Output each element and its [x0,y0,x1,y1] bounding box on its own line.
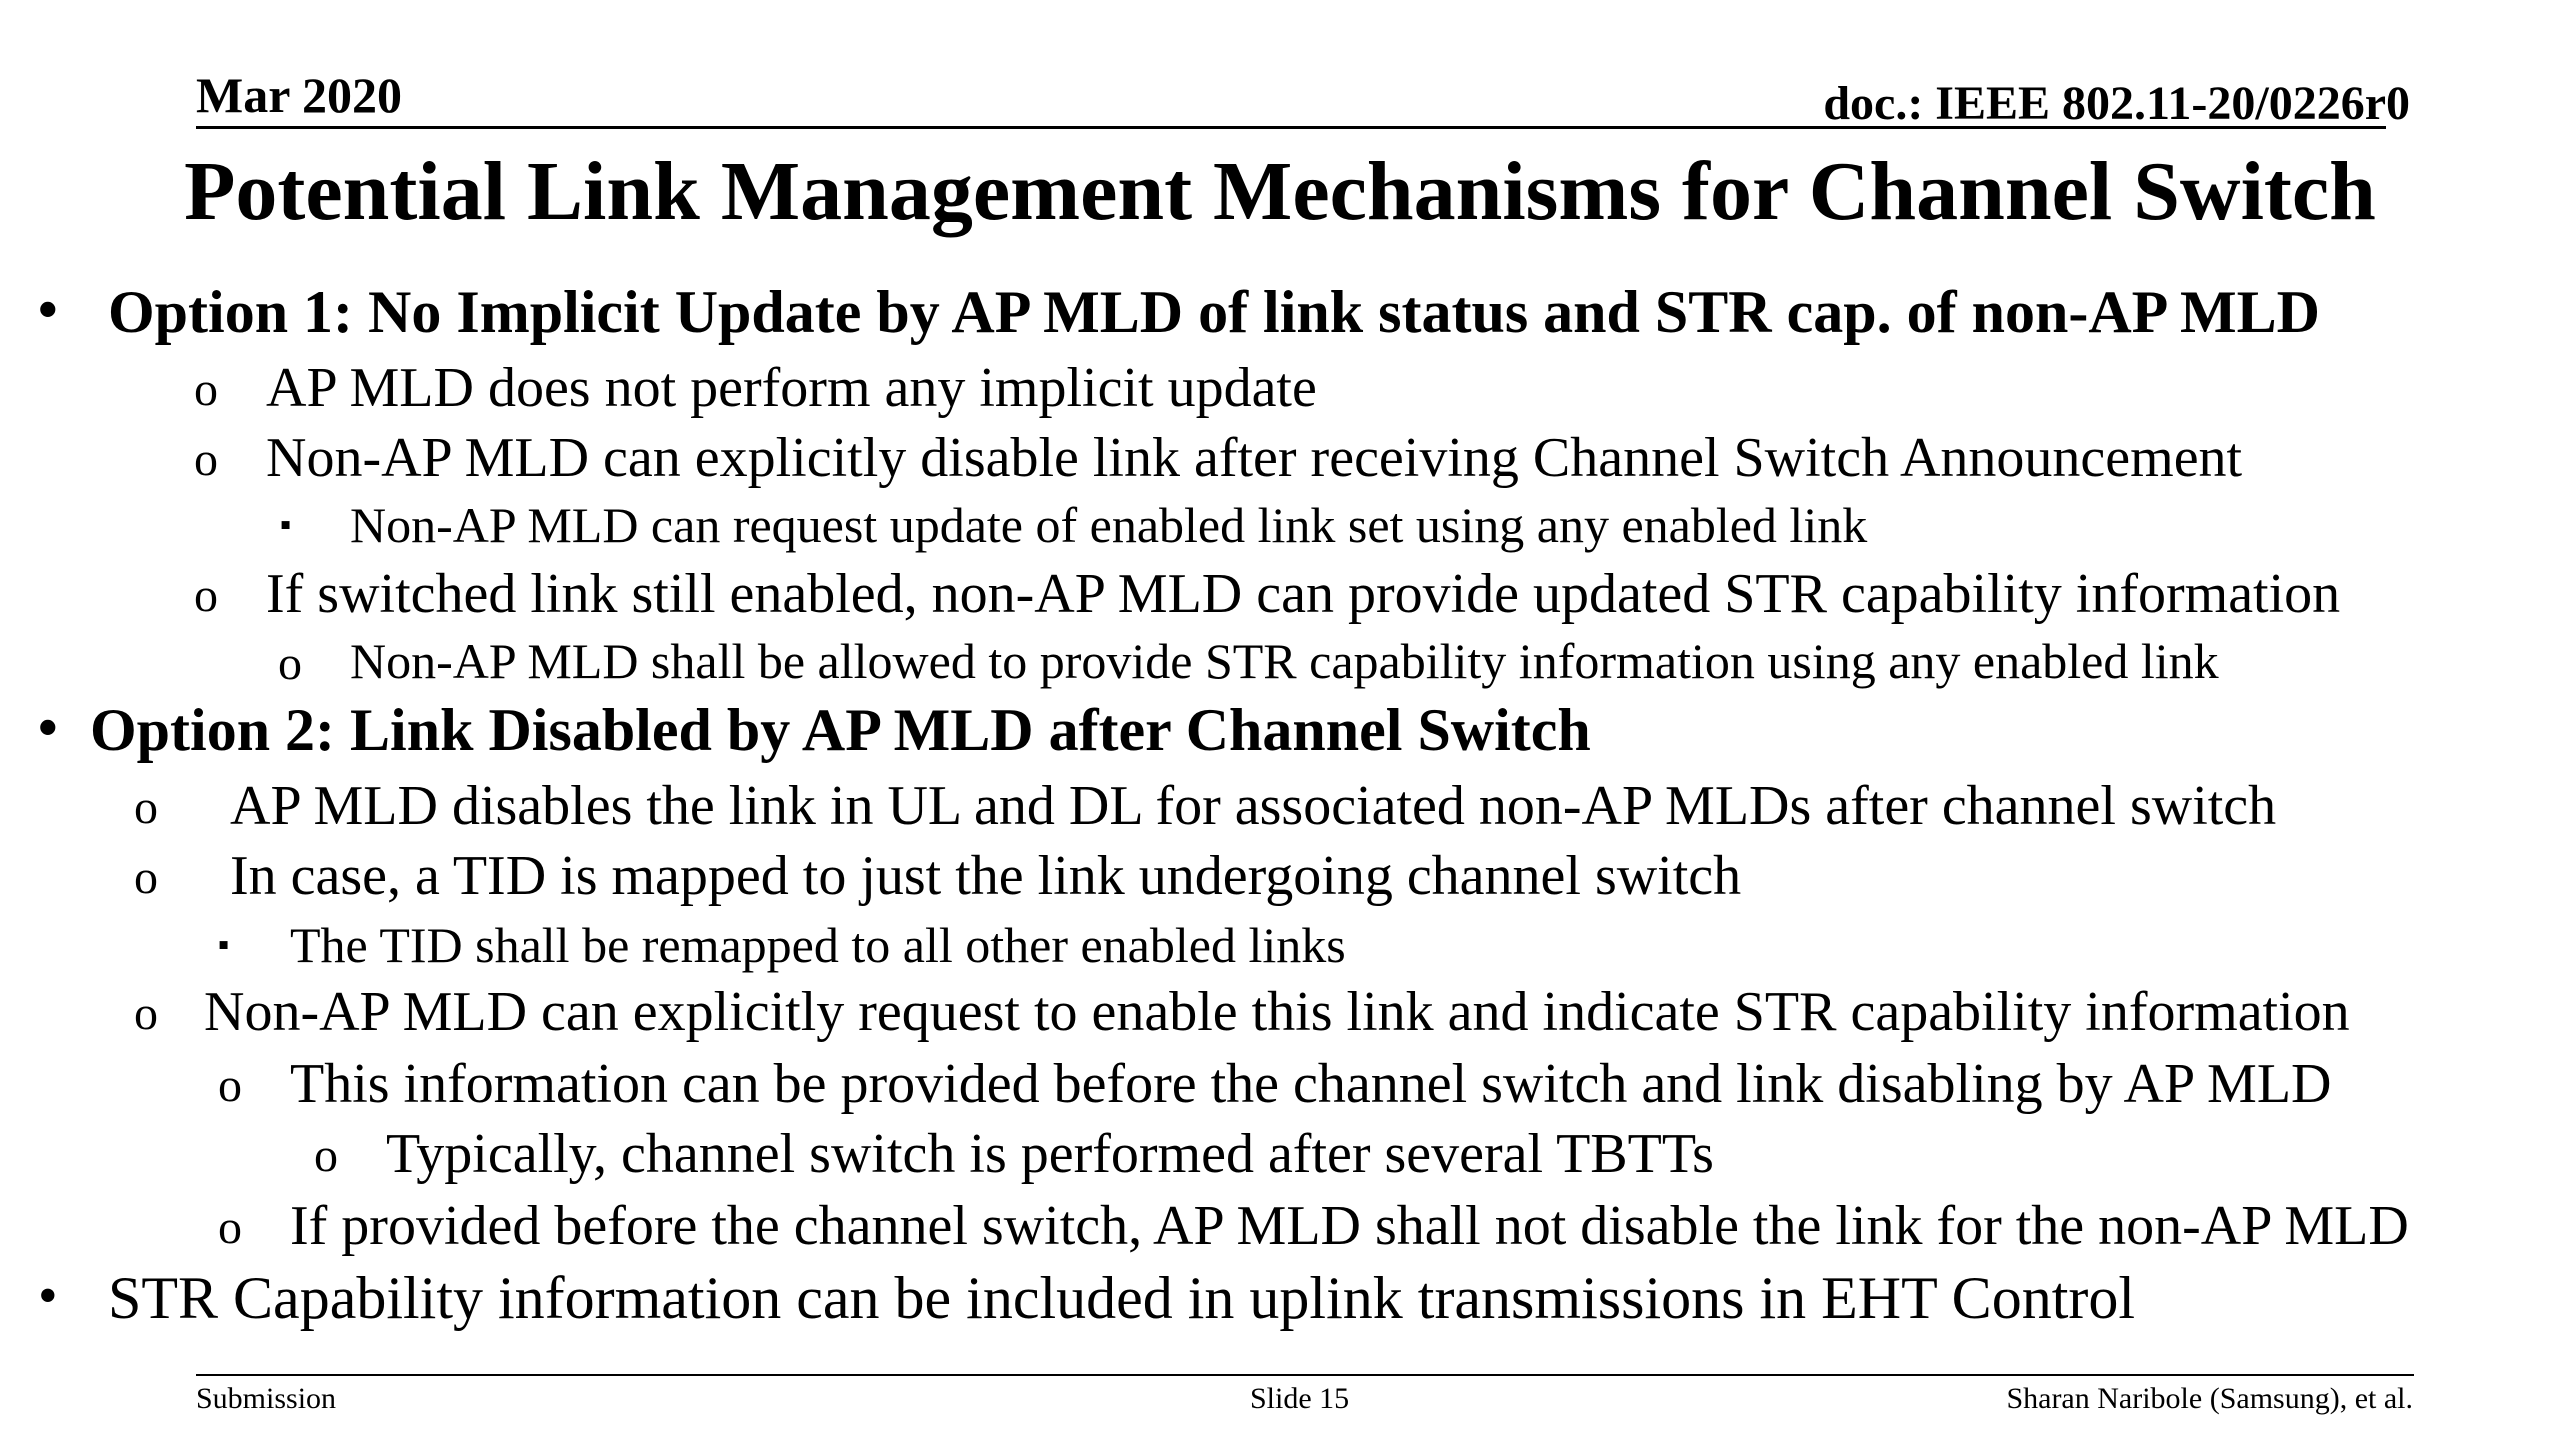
square-icon: ▪ [218,926,230,962]
circle-icon: o [194,433,218,486]
list-item [194,427,2243,489]
list-item-text: In case, a TID is mapped to just the link undergoing channel switch [230,845,1742,907]
list-item-text: AP MLD disables the link in UL and DL for associated non-AP MLDs after channel switch [230,775,2277,837]
list-item-text: Option 1: No Implicit Update by AP MLD of link status and STR cap. of non-AP MLD [108,279,2320,345]
circle-icon: o [314,1129,338,1182]
circle-icon: o [278,637,302,690]
list-item [280,497,1868,553]
header-doc-id: doc.: IEEE 802.11-20/0226r0 [1823,77,2410,130]
circle-icon: o [218,1201,242,1254]
circle-icon: o [218,1059,242,1112]
list-item-text: Non-AP MLD can request update of enabled link set using any enabled link [350,497,1868,553]
bullet-icon: • [38,697,58,759]
circle-icon: o [194,569,218,622]
footer-rule [196,1374,2414,1376]
list-item [194,357,1317,419]
bullet-icon: • [38,1265,58,1327]
list-item [134,845,1742,907]
square-icon: ▪ [280,506,292,542]
list-item [38,279,2320,345]
list-item [38,697,1591,763]
list-item [194,563,2341,625]
list-item [134,775,2277,837]
footer-slide-number: Slide 15 [1250,1382,1350,1415]
list-item [218,917,1346,973]
circle-icon: o [194,363,218,416]
footer-left: Submission [196,1382,337,1415]
list-item-text: The TID shall be remapped to all other enabled links [290,917,1346,973]
list-item-text: If provided before the channel switch, AP MLD shall not disable the link for the non-AP MLD [290,1195,2409,1257]
header-date: Mar 2020 [196,67,402,123]
slide-title: Potential Link Management Mechanisms for Channel Switch [184,145,2376,238]
list-item-text: Non-AP MLD can explicitly disable link after receiving Channel Switch Announcement [266,427,2243,489]
list-item [218,1195,2409,1257]
list-item [218,1053,2332,1115]
list-item-text: Non-AP MLD shall be allowed to provide STR capability information using any enabled link [350,633,2219,689]
circle-icon: o [134,851,158,904]
list-item-text: This information can be provided before the channel switch and link disabling by AP MLD [290,1053,2332,1115]
list-item [278,633,2219,690]
list-item-text: Non-AP MLD can explicitly request to enable this link and indicate STR capability information [204,981,2350,1043]
list-item [38,1265,2136,1331]
list-item-text: Option 2: Link Disabled by AP MLD after Channel Switch [90,697,1591,763]
footer-author: Sharan Naribole (Samsung), et al. [2006,1382,2413,1415]
bullet-icon: • [38,279,58,341]
list-item-text: AP MLD does not perform any implicit update [266,357,1317,419]
list-item-text: STR Capability information can be included in uplink transmissions in EHT Control [108,1265,2136,1331]
list-item [314,1123,1714,1185]
circle-icon: o [134,781,158,834]
list-item [134,981,2350,1043]
circle-icon: o [134,987,158,1040]
list-item-text: If switched link still enabled, non-AP MLD can provide updated STR capability information [266,563,2341,625]
list-item-text: Typically, channel switch is performed after several TBTTs [386,1123,1714,1185]
